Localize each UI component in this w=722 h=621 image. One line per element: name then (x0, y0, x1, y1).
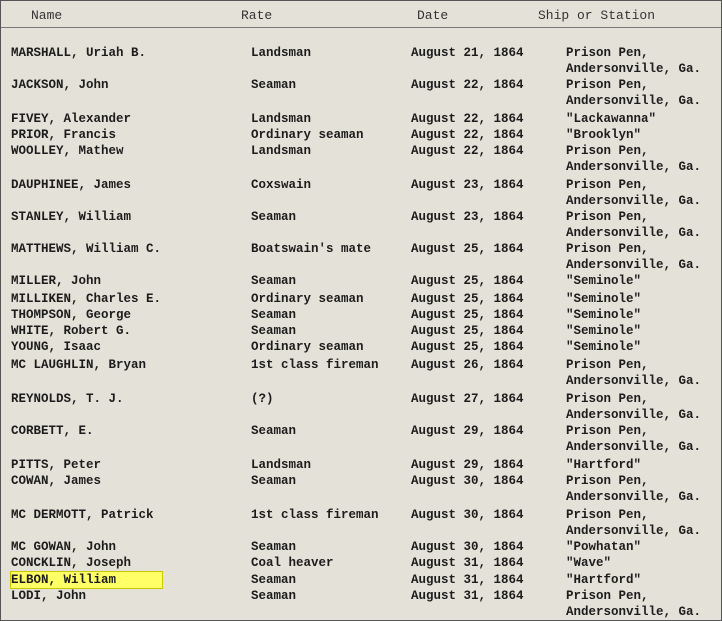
record-row (1, 555, 721, 573)
record-row (1, 143, 721, 174)
record-ship-station: Prison Pen, (566, 210, 649, 224)
record-name: STANLEY, William (11, 210, 132, 224)
record-name: COWAN, James (11, 474, 102, 488)
record-rate: Ordinary seaman (251, 340, 364, 354)
record-name: MC DERMOTT, Patrick (11, 508, 154, 522)
record-date: August 23, 1864 (411, 210, 524, 224)
record-date: August 31, 1864 (411, 589, 524, 603)
record-date: August 22, 1864 (411, 144, 524, 158)
record-row (1, 473, 721, 504)
record-date: August 30, 1864 (411, 508, 524, 522)
record-rate: Seaman (251, 573, 297, 587)
record-rate: (?) (251, 392, 274, 406)
record-row (1, 209, 721, 240)
record-rate: Seaman (251, 474, 297, 488)
header-rate: Rate (241, 8, 273, 23)
record-rate: Seaman (251, 274, 297, 288)
record-date: August 25, 1864 (411, 340, 524, 354)
record-name: YOUNG, Isaac (11, 340, 102, 354)
record-name: MC LAUGHLIN, Bryan (11, 358, 147, 372)
record-ship-station: Prison Pen, (566, 392, 649, 406)
record-name: MARSHALL, Uriah B. (11, 46, 147, 60)
record-rate: Ordinary seaman (251, 128, 364, 142)
record-name: DAUPHINEE, James (11, 178, 132, 192)
record-name: MILLIKEN, Charles E. (11, 292, 162, 306)
record-ship-station: Prison Pen, (566, 424, 649, 438)
record-ship-station: Andersonville, Ga. (566, 374, 702, 388)
record-row (1, 339, 721, 357)
record-date: August 22, 1864 (411, 128, 524, 142)
record-name: LODI, John (11, 589, 87, 603)
record-name: CORBETT, E. (11, 424, 94, 438)
record-ship-station: "Hartford" (566, 573, 642, 587)
record-rate: Seaman (251, 78, 297, 92)
record-ship-station: Andersonville, Ga. (566, 490, 702, 504)
record-name: FIVEY, Alexander (11, 112, 132, 126)
record-rate: Seaman (251, 210, 297, 224)
record-ship-station: "Seminole" (566, 340, 642, 354)
record-date: August 25, 1864 (411, 242, 524, 256)
record-rate: Landsman (251, 458, 312, 472)
record-rate: Landsman (251, 112, 312, 126)
header-name: Name (31, 8, 63, 23)
record-ship-station: Andersonville, Ga. (566, 62, 702, 76)
record-date: August 27, 1864 (411, 392, 524, 406)
record-ship-station: "Hartford" (566, 458, 642, 472)
record-ship-station: Andersonville, Ga. (566, 440, 702, 454)
record-rate: Seaman (251, 540, 297, 554)
record-ship-station: "Seminole" (566, 292, 642, 306)
record-ship-station: Andersonville, Ga. (566, 194, 702, 208)
record-date: August 21, 1864 (411, 46, 524, 60)
record-ship-station: "Seminole" (566, 308, 642, 322)
header-date: Date (417, 8, 449, 23)
record-rate: Seaman (251, 324, 297, 338)
record-name: PITTS, Peter (11, 458, 102, 472)
record-ship-station: Andersonville, Ga. (566, 160, 702, 174)
record-rate: Seaman (251, 308, 297, 322)
record-ship-station: Prison Pen, (566, 78, 649, 92)
record-ship-station: Prison Pen, (566, 46, 649, 60)
record-ship-station: Andersonville, Ga. (566, 94, 702, 108)
record-name: CONCKLIN, Joseph (11, 556, 132, 570)
record-row (1, 45, 721, 76)
record-ship-station: "Lackawanna" (566, 112, 657, 126)
record-rate: Seaman (251, 589, 297, 603)
record-ship-station: "Brooklyn" (566, 128, 642, 142)
record-row (1, 391, 721, 422)
record-ship-station: Prison Pen, (566, 358, 649, 372)
record-ship-station: Andersonville, Ga. (566, 258, 702, 272)
record-ship-station: Prison Pen, (566, 144, 649, 158)
record-ship-station: Prison Pen, (566, 178, 649, 192)
record-row (1, 588, 721, 619)
record-rate: Coal heaver (251, 556, 334, 570)
record-rate: Landsman (251, 144, 312, 158)
record-ship-station: Andersonville, Ga. (566, 524, 702, 538)
record-row (1, 507, 721, 538)
record-name: MILLER, John (11, 274, 102, 288)
record-row (1, 423, 721, 454)
record-ship-station: Prison Pen, (566, 242, 649, 256)
record-date: August 25, 1864 (411, 324, 524, 338)
record-ship-station: Andersonville, Ga. (566, 226, 702, 240)
record-date: August 30, 1864 (411, 540, 524, 554)
record-row (1, 241, 721, 272)
record-ship-station: Prison Pen, (566, 589, 649, 603)
record-row (1, 357, 721, 388)
record-rate: 1st class fireman (251, 508, 379, 522)
record-date: August 25, 1864 (411, 274, 524, 288)
record-name: MATTHEWS, William C. (11, 242, 162, 256)
record-row (1, 273, 721, 291)
record-name: JACKSON, John (11, 78, 109, 92)
record-date: August 23, 1864 (411, 178, 524, 192)
record-name-highlighted: ELBON, William (11, 572, 162, 588)
record-ship-station: Andersonville, Ga. (566, 408, 702, 422)
record-date: August 30, 1864 (411, 474, 524, 488)
record-ship-station: "Wave" (566, 556, 612, 570)
record-rate: Ordinary seaman (251, 292, 364, 306)
record-rate: Seaman (251, 424, 297, 438)
record-rate: Boatswain's mate (251, 242, 372, 256)
record-row (1, 177, 721, 208)
record-name: MC GOWAN, John (11, 540, 117, 554)
record-date: August 22, 1864 (411, 112, 524, 126)
record-name: THOMPSON, George (11, 308, 132, 322)
record-ship-station: Andersonville, Ga. (566, 605, 702, 619)
record-date: August 25, 1864 (411, 308, 524, 322)
record-date: August 22, 1864 (411, 78, 524, 92)
record-date: August 29, 1864 (411, 424, 524, 438)
record-name: WHITE, Robert G. (11, 324, 132, 338)
record-date: August 31, 1864 (411, 573, 524, 587)
record-rate: Landsman (251, 46, 312, 60)
record-ship-station: Prison Pen, (566, 508, 649, 522)
record-row (1, 77, 721, 108)
record-date: August 25, 1864 (411, 292, 524, 306)
record-name: WOOLLEY, Mathew (11, 144, 124, 158)
record-date: August 29, 1864 (411, 458, 524, 472)
record-rate: 1st class fireman (251, 358, 379, 372)
record-name: PRIOR, Francis (11, 128, 117, 142)
record-date: August 31, 1864 (411, 556, 524, 570)
column-header-row (1, 1, 721, 28)
record-ship-station: "Powhatan" (566, 540, 642, 554)
record-ship-station: "Seminole" (566, 324, 642, 338)
record-ship-station: "Seminole" (566, 274, 642, 288)
record-date: August 26, 1864 (411, 358, 524, 372)
record-name: REYNOLDS, T. J. (11, 392, 124, 406)
record-rate: Coxswain (251, 178, 312, 192)
record-ship-station: Prison Pen, (566, 474, 649, 488)
header-ship: Ship or Station (538, 8, 656, 23)
